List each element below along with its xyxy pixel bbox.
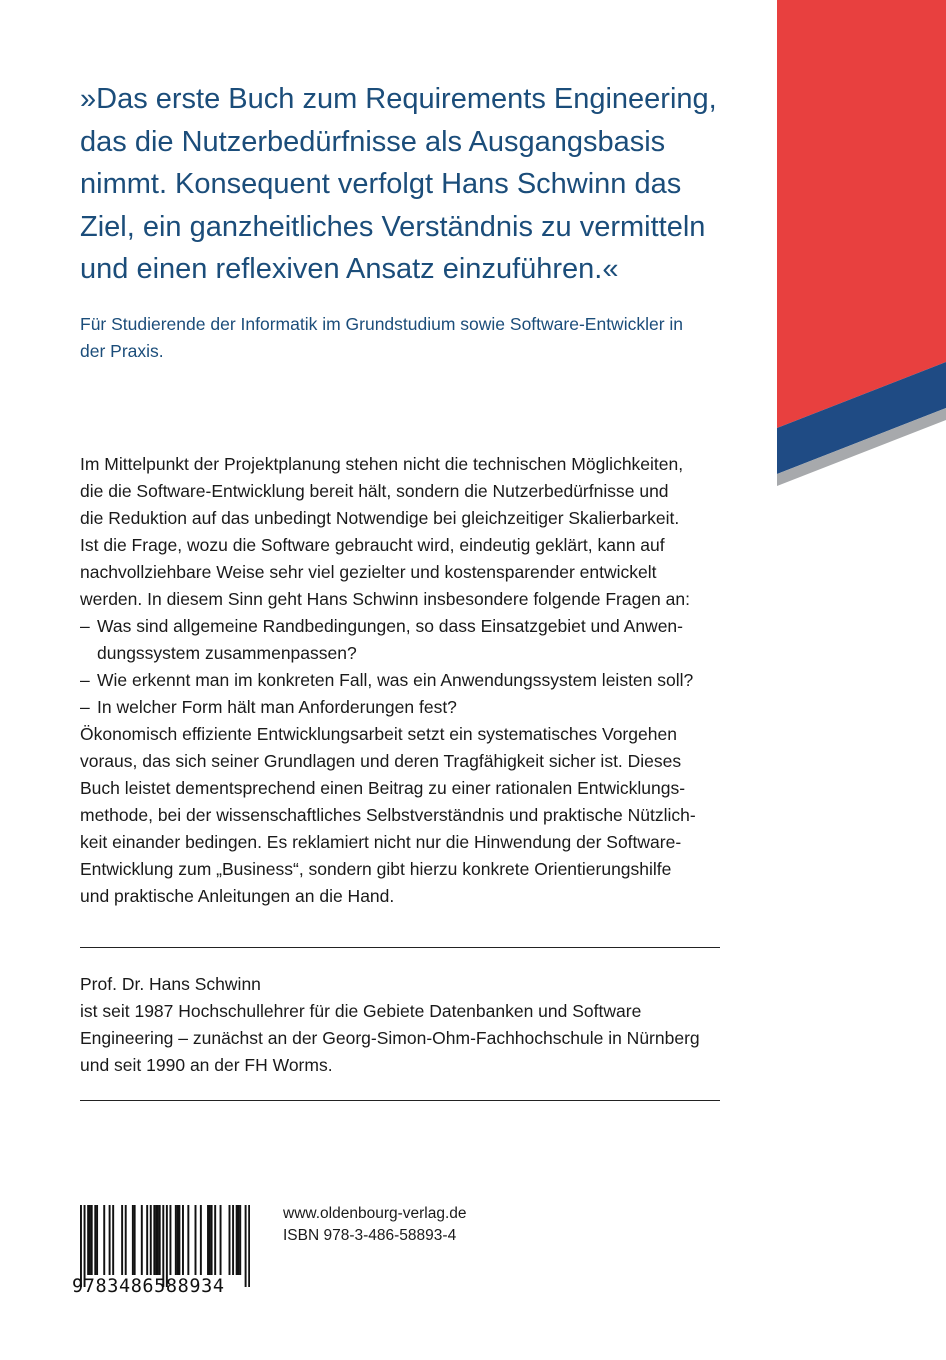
audience-line: Für Studierende der Informatik im Grundstudium sowie Software-Entwickler in [80, 314, 684, 334]
quote-line: nimmt. Konsequent verfolgt Hans Schwinn das [80, 168, 682, 200]
description-line: die Reduktion auf das unbedingt Notwendige bei gleichzeitiger Skalierbarkeit. [80, 508, 680, 528]
barcode-bar [211, 1205, 213, 1275]
isbn-number: ISBN 978-3-486-58893-4 [283, 1227, 457, 1244]
barcode-bar [96, 1205, 98, 1275]
barcode-bar [134, 1205, 136, 1275]
red-corner-stripe [777, 0, 946, 428]
author-bio-line: und seit 1990 an der FH Worms. [80, 1055, 333, 1075]
barcode-bar [232, 1205, 234, 1275]
barcode-bar [239, 1205, 241, 1275]
bullet-text: In welcher Form hält man Anforderungen fest? [97, 697, 457, 717]
barcode-bar [187, 1205, 189, 1275]
barcode-bar [153, 1205, 155, 1275]
description-line: Buch leistet dementsprechend einen Beitrag zu einer rationalen Entwicklungs- [80, 778, 686, 798]
barcode-bar [178, 1205, 180, 1275]
author-name: Prof. Dr. Hans Schwinn [80, 974, 261, 994]
description-line: die die Software-Entwicklung bereit hält, sondern die Nutzerbedürfnisse und [80, 481, 669, 501]
description-line: Ist die Frage, wozu die Software gebraucht wird, eindeutig geklärt, kann auf [80, 535, 665, 555]
barcode-bar [207, 1205, 209, 1275]
quote-line: und einen reflexiven Ansatz einzuführen.« [80, 253, 619, 285]
barcode-bar [182, 1205, 184, 1275]
bullet-dash: – [80, 697, 90, 717]
barcode-bar [209, 1205, 211, 1275]
description-line: Ökonomisch effiziente Entwicklungsarbeit setzt ein systematisches Vorgehen [80, 724, 677, 744]
barcode-bar [84, 1205, 86, 1287]
barcode-bar [236, 1205, 238, 1275]
publisher-info [283, 1203, 467, 1247]
author-bio-line: ist seit 1987 Hochschullehrer für die Gebiete Datenbanken und Software [80, 1001, 642, 1021]
barcode-bar [141, 1205, 143, 1275]
description-line: nachvollziehbare Weise sehr viel gezielter und kostensparender entwickelt [80, 562, 657, 582]
barcode-bar [157, 1205, 159, 1275]
description-line: methode, bei der wissenschaftliches Selbstverständnis und praktische Nützlich- [80, 805, 696, 825]
barcode-bar [89, 1205, 91, 1275]
quote-line: Ziel, ein ganzheitliches Verständnis zu vermitteln [80, 210, 706, 243]
barcode-bar [146, 1205, 148, 1275]
barcode-bar [195, 1205, 197, 1275]
description-line: Im Mittelpunkt der Projektplanung stehen nicht die technischen Möglichkeiten, [80, 454, 684, 474]
bullet-text: Was sind allgemeine Randbedingungen, so dass Einsatzgebiet und Anwen- [97, 616, 683, 636]
barcode-bar [103, 1205, 105, 1275]
book-description [80, 451, 760, 910]
question-bullet [80, 694, 760, 721]
barcode-bar [80, 1205, 82, 1287]
description-line: Entwicklung zum „Business“, sondern gibt hierzu konkrete Orientierungshilfe [80, 859, 672, 879]
barcode-bar [175, 1205, 177, 1275]
barcode-bar [94, 1205, 96, 1275]
description-line: voraus, das sich seiner Grundlagen und deren Tragfähigkeit sicher ist. Dieses [80, 751, 682, 771]
barcode-bar [112, 1205, 114, 1275]
barcode-bar [245, 1205, 247, 1287]
description-line: werden. In diesem Sinn geht Hans Schwinn insbesondere folgende Fragen an: [80, 589, 690, 609]
bullet-dash: – [80, 670, 90, 690]
quote-line: das die Nutzerbedürfnisse als Ausgangsbasis [80, 125, 666, 158]
bullet-text: Wie erkennt man im konkreten Fall, was ein Anwendungssystem leisten soll? [97, 670, 694, 690]
publisher-website: www.oldenbourg-verlag.de [283, 1205, 467, 1222]
description-line: und praktische Anleitungen an die Hand. [80, 886, 395, 906]
barcode-digits: 9783486588934 [72, 1276, 225, 1297]
bullet-dash: – [80, 616, 90, 636]
barcode-bar [177, 1205, 179, 1275]
audience-line: der Praxis. [80, 341, 164, 361]
divider-top [80, 947, 720, 948]
barcode-bar [159, 1205, 161, 1275]
barcode-bar [220, 1205, 222, 1275]
barcode-bar [125, 1205, 127, 1275]
barcode-bar [229, 1205, 231, 1275]
barcode-bar [200, 1205, 202, 1275]
question-bullet [80, 667, 760, 694]
barcode-bar [166, 1205, 168, 1287]
barcode-bar [87, 1205, 89, 1275]
author-bio [80, 971, 760, 1079]
target-audience [80, 311, 740, 365]
barcode-bar [150, 1205, 152, 1275]
quote-line: »Das erste Buch zum Requirements Engineering, [80, 83, 717, 115]
question-bullet-continuation [80, 640, 760, 667]
barcode-bar [214, 1205, 216, 1275]
divider-bottom [80, 1100, 720, 1101]
barcode-bar [121, 1205, 123, 1275]
barcode-bar [237, 1205, 239, 1275]
author-bio-line: Engineering – zunächst an der Georg-Simon-Ohm-Fachhochschule in Nürnberg [80, 1028, 700, 1048]
question-bullet [80, 613, 760, 640]
barcode-bar [132, 1205, 134, 1275]
barcode-bar [162, 1205, 164, 1287]
barcode-bar [248, 1205, 250, 1287]
barcode-bar [155, 1205, 157, 1275]
barcode-bar [91, 1205, 93, 1275]
bullet-text: dungssystem zusammenpassen? [97, 643, 357, 663]
description-line: keit einander bedingen. Es reklamiert nicht nur die Hinwendung der Software- [80, 832, 682, 852]
barcode-bar [169, 1205, 171, 1275]
barcode-bar [109, 1205, 111, 1275]
back-cover-quote [80, 78, 730, 291]
